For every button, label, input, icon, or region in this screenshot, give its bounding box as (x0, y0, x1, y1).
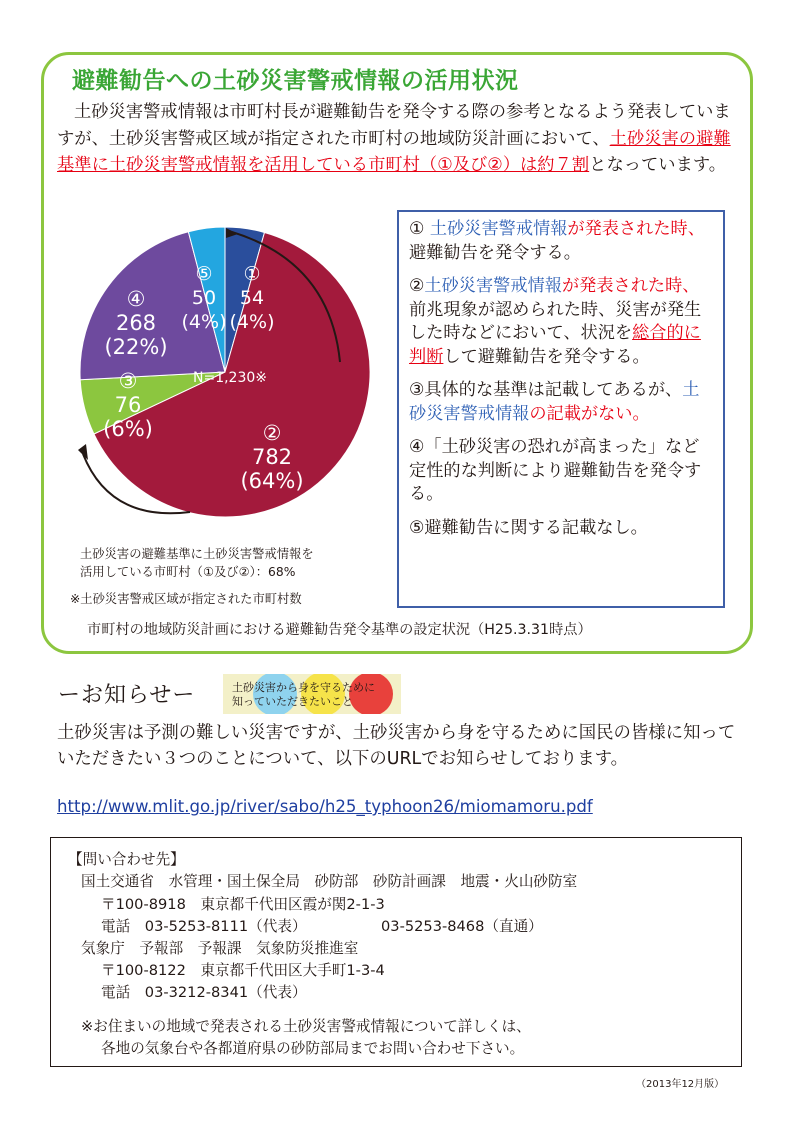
contact-org2-address: 〒100-8122 東京都千代田区大手町1-3-4 (101, 962, 385, 979)
section-title: 避難勧告への土砂災害警戒情報の活用状況 (72, 68, 519, 94)
legend-item-1-b: が発表された時、 (567, 219, 705, 239)
legend-item-2-num: ② (409, 276, 425, 296)
pie-label-4-line-1: ④ (126, 287, 146, 311)
legend-item-3-b: 土砂災害警戒情報 (409, 380, 700, 424)
oshirase-body: 土砂災害は予測の難しい災害ですが、土砂災害から身を守るために国民の皆様に知っていただきたい３つのことについて、以下のURLでお知らせしております。 (57, 723, 736, 769)
pie-chart (40, 222, 380, 522)
contact-heading: 【問い合わせ先】 (68, 851, 185, 868)
legend-item-1-num: ① (409, 219, 425, 239)
intro-highlight: 土砂災害の避難基準に土砂災害警戒情報を活用している市町村（①及び②）は約７割 (57, 128, 731, 175)
intro-text-1: 土砂災害警戒情報は市町村長が避難勧告を発令する際の参考となるよう発表していますが、土砂災害警戒区域が指定された市町村の地域防災計画において、 (57, 102, 731, 149)
legend-item-2-a: 土砂災害警戒情報 (424, 276, 562, 296)
legend-box (397, 210, 725, 608)
intro-paragraph (57, 99, 737, 179)
chart-caption: 市町村の地域防災計画における避難勧告発令基準の設定状況（H25.3.31時点） (87, 622, 592, 638)
pie-total-label: N=1,230※ (192, 370, 268, 386)
pie-label-4-line-2: 268 (115, 311, 157, 335)
badge-line-1: 土砂災害から身を守るために (232, 681, 375, 694)
pie-label-3-line-1: ③ (118, 369, 138, 393)
note-line-1: 土砂災害の避難基準に土砂災害警戒情報を (80, 547, 314, 561)
contact-org1-address: 〒100-8918 東京都千代田区霞が関2-1-3 (101, 896, 385, 913)
pie-label-2-line-3: (64%) (240, 469, 304, 493)
pie-label-3-line-3: (6%) (103, 417, 153, 441)
contact-box (50, 837, 742, 1067)
pie-label-5-line-3: (4%) (181, 311, 227, 333)
legend-item-2-c: 前兆現象が認められた時、災害が発生した時などにおいて、状況を (409, 299, 702, 343)
legend-item-2-e: して避難勧告を発令する。 (443, 346, 650, 367)
legend-item-3 (409, 379, 713, 426)
contact-note-2: 各地の気象台や各都道府県の砂防部局までお問い合わせ下さい。 (101, 1040, 525, 1057)
arrow-head-bottom (78, 444, 88, 460)
legend-item-4: ④「土砂災害の恐れが高まった」など定性的な判断により避難勧告を発令する。 (409, 437, 702, 504)
legend-item-1 (409, 218, 713, 265)
contact-org1-tel: 電話 03-5253-8111（代表） (101, 918, 307, 935)
edition-label: （2013年12月版） (636, 1079, 725, 1090)
pie-label-1-line-1: ① (243, 263, 261, 285)
pie-label-5-line-1: ⑤ (195, 263, 213, 285)
note-line-2: 活用している市町村（①及び②）：68% (80, 565, 296, 579)
oshirase-heading: ーお知らせー (58, 683, 196, 708)
legend-item-1-c: 避難勧告を発令する。 (409, 242, 581, 263)
legend-item-2 (409, 275, 713, 369)
info-link[interactable]: http://www.mlit.go.jp/river/sabo/h25_typhoon26/miomamoru.pdf (57, 797, 593, 816)
legend-item-5: ⑤避難勧告に関する記載なし。 (409, 517, 648, 538)
badge-text (232, 681, 375, 709)
contact-org2: 気象庁 予報部 予報課 気象防災推進室 (81, 940, 359, 957)
legend-item-2-b: が発表された時、 (561, 276, 700, 296)
badge-line-2: 知っていただきたいこと (232, 695, 353, 708)
footnote: ※土砂災害警戒区域が指定された市町村数 (70, 592, 302, 606)
contact-note-1: ※お住まいの地域で発表される土砂災害警戒情報について詳しくは、 (81, 1018, 531, 1035)
pie-label-1-line-2: 54 (239, 287, 265, 309)
contact-org2-tel: 電話 03-3212-8341（代表） (101, 984, 307, 1001)
pie-label-1-line-3: (4%) (229, 311, 275, 333)
legend-item-1-a: 土砂災害警戒情報 (429, 219, 568, 239)
pie-label-2-line-1: ② (262, 421, 282, 445)
contact-org1-tel2: 03-5253-8468（直通） (381, 918, 543, 935)
legend-item-2-d: 総合的に判断 (409, 323, 701, 367)
intro-text-2: となっています。 (589, 155, 727, 175)
pie-label-2-line-2: 782 (251, 445, 293, 469)
contact-org1: 国土交通省 水管理・国土保全局 砂防部 砂防計画課 地震・火山砂防室 (81, 873, 578, 890)
legend-item-3-a: ③具体的な基準は記載してあるが、 (409, 380, 683, 400)
legend-item-3-c: の記載がない。 (529, 403, 650, 424)
pie-label-3-line-2: 76 (114, 393, 142, 417)
pie-label-5-line-2: 50 (191, 287, 217, 309)
pie-label-4-line-3: (22%) (104, 335, 168, 359)
